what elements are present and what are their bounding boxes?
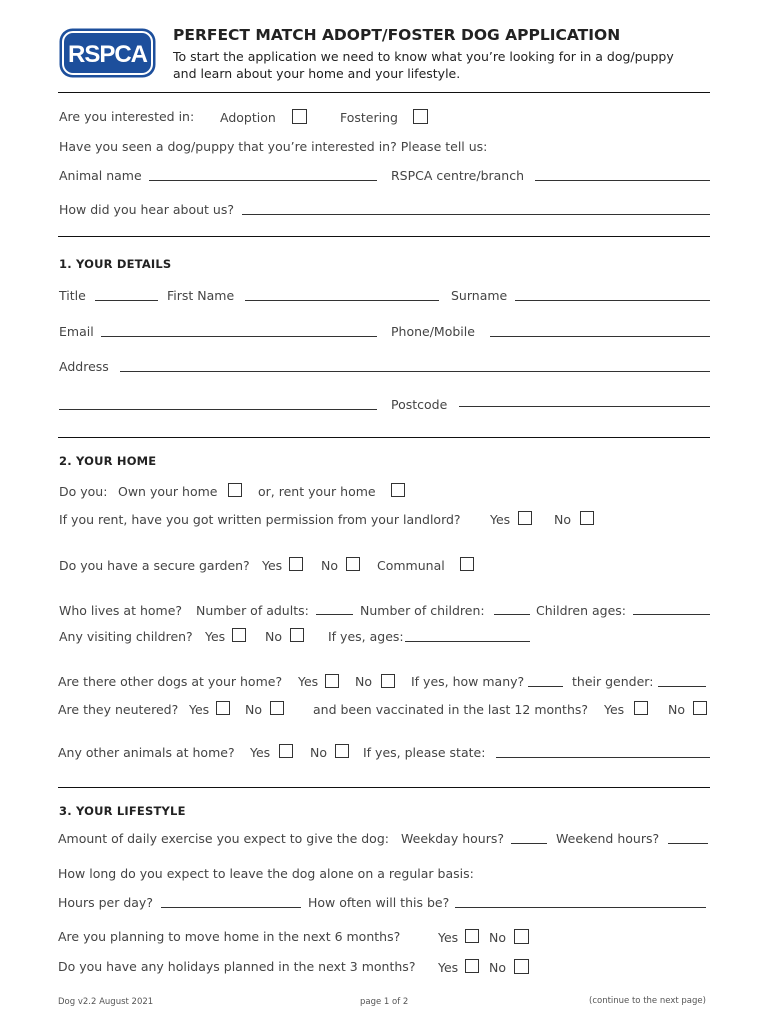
phone-label: Phone/Mobile [391, 324, 475, 339]
garden-label: Do you have a secure garden? [59, 558, 250, 573]
divider [58, 236, 710, 237]
fostering-label: Fostering [340, 110, 398, 125]
other-dogs-no-checkbox[interactable] [381, 674, 395, 688]
visiting-yes-checkbox[interactable] [232, 628, 246, 642]
garden-yes-checkbox[interactable] [289, 557, 303, 571]
children-ages-field[interactable] [633, 614, 710, 615]
phone-field[interactable] [490, 336, 710, 337]
neutered-yes-label: Yes [189, 702, 210, 717]
address-field-line-1[interactable] [120, 371, 710, 372]
seen-prompt: Have you seen a dog/puppy that you’re interested in? Please tell us: [59, 139, 488, 154]
exercise-label: Amount of daily exercise you expect to give the dog: [58, 831, 389, 846]
intro-line-2: and learn about your home and your lifestyle. [173, 66, 461, 81]
neutered-label: Are they neutered? [58, 702, 179, 717]
own-home-label: Own your home [118, 484, 218, 499]
interested-label: Are you interested in: [59, 109, 195, 124]
landlord-yes-label: Yes [490, 512, 511, 527]
garden-no-checkbox[interactable] [346, 557, 360, 571]
title-field[interactable] [95, 300, 158, 301]
move-home-yes-checkbox[interactable] [465, 929, 479, 943]
other-animals-no-checkbox[interactable] [335, 744, 349, 758]
divider [58, 437, 710, 438]
svg-text:RSPCA: RSPCA [67, 41, 148, 68]
vaccinated-label: and been vaccinated in the last 12 months? [313, 702, 589, 717]
other-animals-yes-checkbox[interactable] [279, 744, 293, 758]
communal-label: Communal [377, 558, 445, 573]
weekend-label: Weekend hours? [556, 831, 660, 846]
visiting-ages-label: If yes, ages: [328, 629, 404, 644]
hours-per-day-label: Hours per day? [58, 895, 153, 910]
title-label: Title [59, 288, 86, 303]
vaccinated-yes-checkbox[interactable] [634, 701, 648, 715]
rent-home-checkbox[interactable] [391, 483, 405, 497]
children-ages-label: Children ages: [536, 603, 626, 618]
form-title: PERFECT MATCH ADOPT/FOSTER DOG APPLICATION [173, 26, 621, 44]
visiting-no-checkbox[interactable] [290, 628, 304, 642]
hours-per-day-field[interactable] [161, 907, 301, 908]
neutered-no-checkbox[interactable] [270, 701, 284, 715]
other-dogs-no-label: No [355, 674, 372, 689]
own-home-checkbox[interactable] [228, 483, 242, 497]
gender-label: their gender: [572, 674, 654, 689]
how-many-field[interactable] [528, 686, 563, 687]
continue-note: (continue to the next page) [589, 996, 706, 1006]
other-dogs-label: Are there other dogs at your home? [58, 674, 283, 689]
holidays-yes-checkbox[interactable] [465, 959, 479, 973]
centre-branch-label: RSPCA centre/branch [391, 168, 525, 183]
other-dogs-yes-checkbox[interactable] [325, 674, 339, 688]
postcode-label: Postcode [391, 397, 448, 412]
garden-yes-label: Yes [262, 558, 283, 573]
weekend-field[interactable] [668, 843, 708, 844]
alone-label: How long do you expect to leave the dog alone on a regular basis: [58, 866, 474, 881]
other-animals-no-label: No [310, 745, 327, 760]
animal-name-label: Animal name [59, 168, 142, 183]
vaccinated-yes-label: Yes [604, 702, 625, 717]
holidays-label: Do you have any holidays planned in the next 3 months? [58, 959, 416, 974]
visiting-children-label: Any visiting children? [59, 629, 193, 644]
landlord-no-label: No [554, 512, 571, 527]
first-name-field[interactable] [245, 300, 439, 301]
weekday-label: Weekday hours? [401, 831, 504, 846]
visiting-yes-label: Yes [205, 629, 226, 644]
fostering-checkbox[interactable] [413, 109, 428, 124]
adoption-checkbox[interactable] [292, 109, 307, 124]
move-home-no-checkbox[interactable] [514, 929, 529, 944]
email-label: Email [59, 324, 94, 339]
vaccinated-no-checkbox[interactable] [693, 701, 707, 715]
garden-no-label: No [321, 558, 338, 573]
holidays-no-checkbox[interactable] [514, 959, 529, 974]
adults-field[interactable] [316, 614, 353, 615]
hear-about-field[interactable] [242, 214, 710, 215]
neutered-yes-checkbox[interactable] [216, 701, 230, 715]
section-heading-home: 2. YOUR HOME [59, 454, 157, 468]
move-home-label: Are you planning to move home in the next 6 months? [58, 929, 401, 944]
rspca-logo [58, 27, 157, 79]
address-label: Address [59, 359, 109, 374]
please-state-label: If yes, please state: [363, 745, 486, 760]
surname-label: Surname [451, 288, 508, 303]
who-lives-label: Who lives at home? [59, 603, 183, 618]
postcode-field[interactable] [459, 406, 710, 407]
rent-home-label: or, rent your home [258, 484, 376, 499]
communal-checkbox[interactable] [460, 557, 474, 571]
children-label: Number of children: [360, 603, 485, 618]
intro-line-1: To start the application we need to know what you’re looking for in a dog/puppy [173, 49, 674, 64]
gender-field[interactable] [658, 686, 706, 687]
neutered-no-label: No [245, 702, 262, 717]
section-heading-lifestyle: 3. YOUR LIFESTYLE [59, 804, 186, 818]
page-number: page 1 of 2 [360, 997, 409, 1007]
divider [58, 92, 710, 93]
holidays-no-label: No [489, 960, 506, 975]
adoption-label: Adoption [220, 110, 276, 125]
visiting-no-label: No [265, 629, 282, 644]
email-field[interactable] [101, 336, 377, 337]
vaccinated-no-label: No [668, 702, 685, 717]
other-animals-label: Any other animals at home? [58, 745, 235, 760]
move-home-no-label: No [489, 930, 506, 945]
first-name-label: First Name [167, 288, 235, 303]
children-field[interactable] [494, 614, 530, 615]
landlord-no-checkbox[interactable] [580, 511, 594, 525]
landlord-yes-checkbox[interactable] [518, 511, 532, 525]
surname-field[interactable] [515, 300, 710, 301]
address-field-line-2[interactable] [59, 409, 377, 410]
section-heading-details: 1. YOUR DETAILS [59, 257, 172, 271]
other-animals-yes-label: Yes [250, 745, 271, 760]
divider [58, 787, 710, 788]
hear-about-label: How did you hear about us? [59, 202, 234, 217]
holidays-yes-label: Yes [438, 960, 459, 975]
how-often-label: How often will this be? [308, 895, 450, 910]
adults-label: Number of adults: [196, 603, 309, 618]
weekday-field[interactable] [511, 843, 547, 844]
move-home-yes-label: Yes [438, 930, 459, 945]
animal-name-field[interactable] [149, 180, 377, 181]
visiting-ages-field[interactable] [405, 641, 530, 642]
do-you-label: Do you: [59, 484, 108, 499]
centre-branch-field[interactable] [535, 180, 710, 181]
version-text: Dog v2.2 August 2021 [58, 997, 154, 1007]
please-state-field[interactable] [496, 757, 710, 758]
how-many-label: If yes, how many? [411, 674, 525, 689]
landlord-permission-label: If you rent, have you got written permission from your landlord? [59, 512, 461, 527]
other-dogs-yes-label: Yes [298, 674, 319, 689]
how-often-field[interactable] [455, 907, 706, 908]
